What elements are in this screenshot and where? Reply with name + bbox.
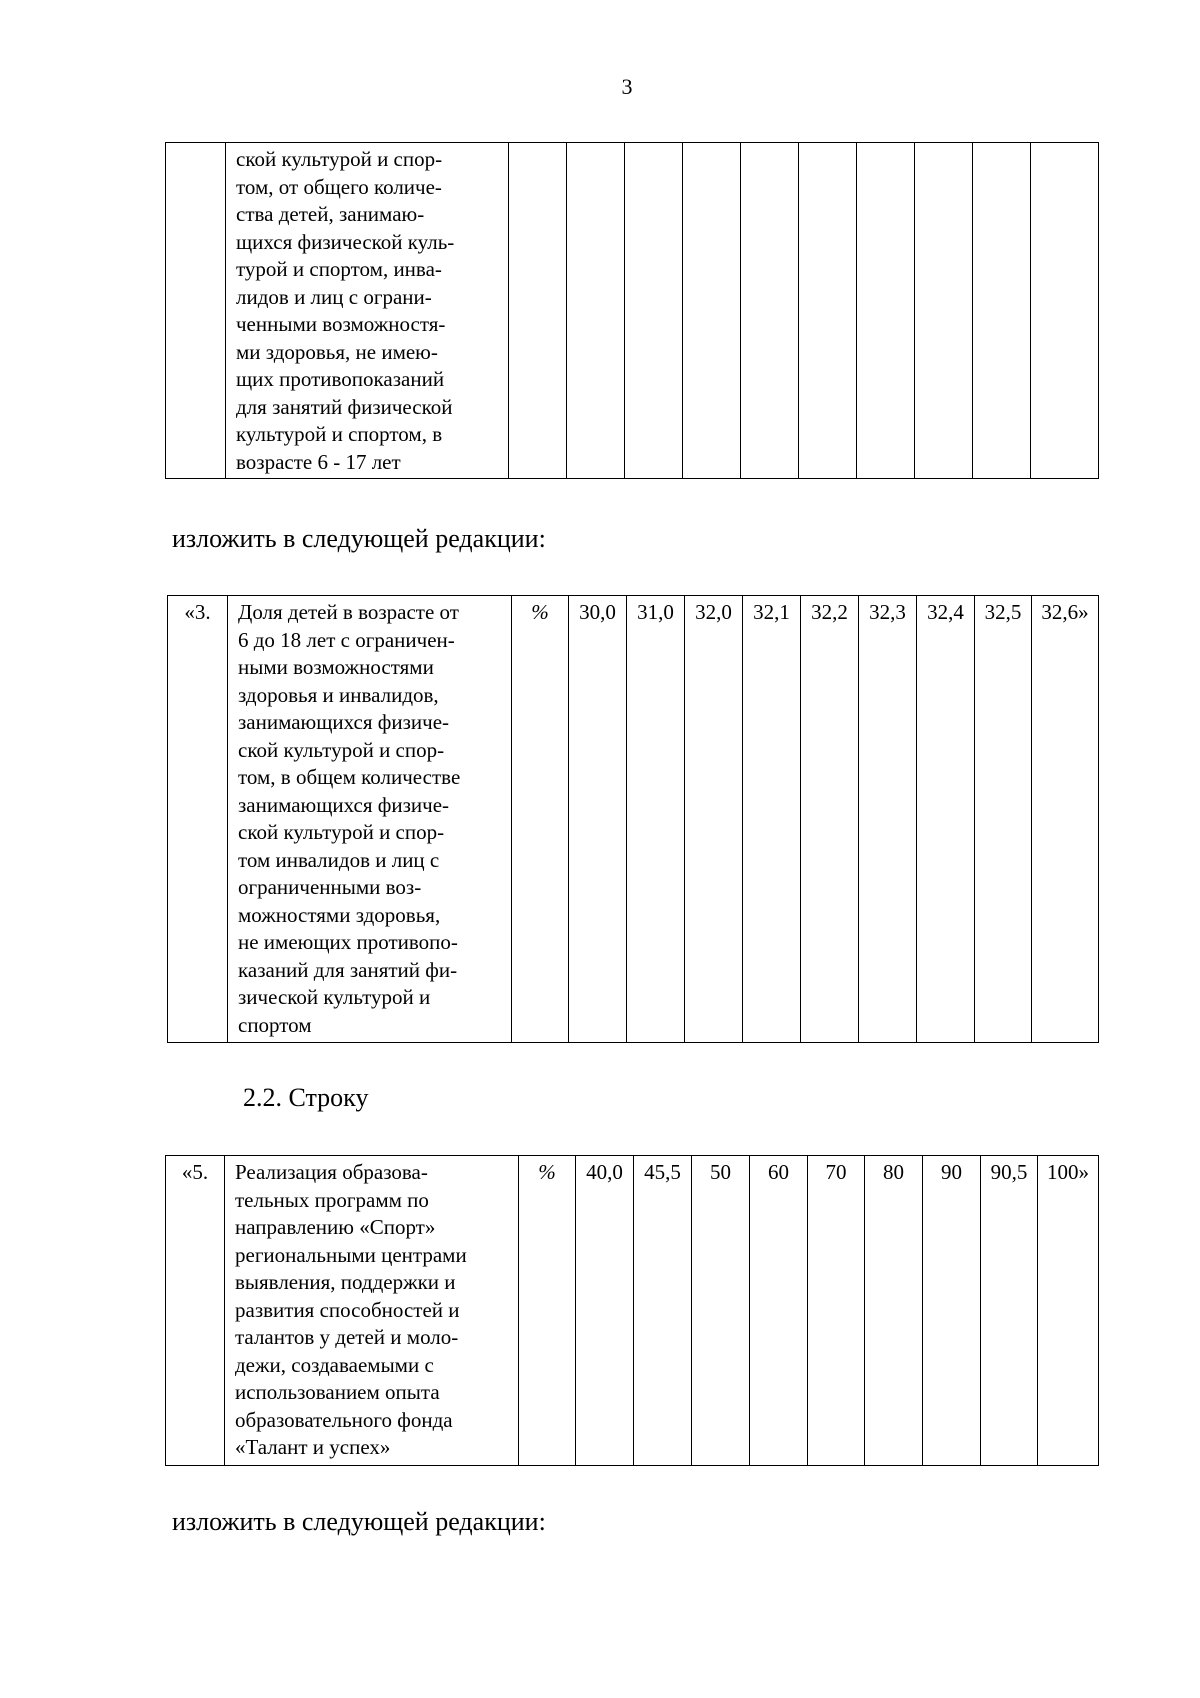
indicator-table-row-5 xyxy=(165,1155,1099,1466)
value-cell: 32,5 xyxy=(975,596,1032,1043)
description-line: возрасте 6 - 17 лет xyxy=(236,449,401,474)
value-cell xyxy=(1031,143,1099,479)
description-line: Доля детей в возрасте от xyxy=(238,600,459,624)
description-line: для занятий физической xyxy=(236,394,453,419)
value-cell xyxy=(799,143,857,479)
value-cell: 32,4 xyxy=(917,596,975,1043)
description-line: ными возможностями xyxy=(238,655,434,679)
unit-cell: % xyxy=(512,596,569,1043)
description-line: занимающихся физиче- xyxy=(238,710,450,734)
value-cell xyxy=(567,143,625,479)
value-cell: 30,0 xyxy=(569,596,627,1043)
description-line: ограниченными воз- xyxy=(238,875,422,899)
value-cell: 40,0 xyxy=(576,1156,634,1466)
description-line: лидов и лиц с ограни- xyxy=(236,284,432,309)
description-line: ской культурой и спор- xyxy=(236,147,443,171)
description-line: направлению «Спорт» xyxy=(235,1215,436,1239)
value-cell: 90,5 xyxy=(981,1156,1038,1466)
description-line: талантов у детей и моло- xyxy=(235,1325,459,1349)
paragraph-text: изложить в следующей редакции: xyxy=(172,524,546,553)
description-line: дежи, создаваемыми с xyxy=(235,1352,434,1377)
description-line: 6 до 18 лет с ограничен- xyxy=(238,627,455,652)
description-line: ской культурой и спор- xyxy=(238,737,445,762)
indicator-description-cell xyxy=(225,1156,519,1466)
value-cell xyxy=(683,143,741,479)
value-cell: 31,0 xyxy=(627,596,685,1043)
value-cell: 45,5 xyxy=(634,1156,692,1466)
description-line: зической культурой и xyxy=(238,985,431,1009)
description-line: региональными центрами xyxy=(235,1242,467,1267)
description-line: турой и спортом, инва- xyxy=(236,257,442,281)
description-line: ми здоровья, не имею- xyxy=(236,339,438,364)
row-number-cell: «3. xyxy=(168,596,228,1043)
description-line: том инвалидов и лиц с xyxy=(238,847,440,872)
description-line: развития способностей и xyxy=(235,1297,460,1322)
value-cell xyxy=(625,143,683,479)
description-line: щихся физической куль- xyxy=(236,229,455,254)
description-line: том, от общего количе- xyxy=(236,174,442,199)
indicator-description-cell xyxy=(228,596,512,1043)
unit-cell xyxy=(509,143,567,479)
description-line: том, в общем количестве xyxy=(238,765,461,789)
value-cell: 70 xyxy=(808,1156,865,1466)
table-row xyxy=(166,1156,1099,1466)
value-cell: 100» xyxy=(1038,1156,1099,1466)
value-cell xyxy=(741,143,799,479)
value-cell: 32,1 xyxy=(743,596,801,1043)
description-line: Реализация образова- xyxy=(235,1160,428,1184)
unit-cell: % xyxy=(519,1156,576,1466)
description-line: казаний для занятий фи- xyxy=(238,957,458,982)
description-line: спортом xyxy=(238,1012,312,1037)
description-line: образовательного фонда xyxy=(235,1407,453,1432)
description-line: щих противопоказаний xyxy=(236,367,445,391)
value-cell: 32,6» xyxy=(1032,596,1099,1043)
indicator-table-new-row-3 xyxy=(167,595,1099,1043)
description-line: использованием опыта xyxy=(235,1380,440,1404)
description-line: ченными возможностя- xyxy=(236,312,446,336)
description-line: можностями здоровья, xyxy=(238,902,441,927)
description-line: не имеющих противопо- xyxy=(238,930,458,954)
description-line: выявления, поддержки и xyxy=(235,1270,456,1294)
indicator-table-continuation xyxy=(165,142,1099,479)
value-cell: 32,3 xyxy=(859,596,917,1043)
paragraph-text: изложить в следующей редакции: xyxy=(172,1507,546,1536)
description-line: ской культурой и спор- xyxy=(238,820,445,844)
row-number-cell xyxy=(166,143,226,479)
value-cell: 80 xyxy=(865,1156,923,1466)
paragraph-text: 2.2. Строку xyxy=(243,1083,369,1112)
value-cell xyxy=(857,143,915,479)
value-cell: 50 xyxy=(692,1156,750,1466)
table-row xyxy=(166,143,1099,479)
description-line: здоровья и инвалидов, xyxy=(238,682,439,707)
value-cell: 60 xyxy=(750,1156,808,1466)
description-line: тельных программ по xyxy=(235,1187,429,1212)
value-cell xyxy=(915,143,973,479)
value-cell xyxy=(973,143,1031,479)
description-line: культурой и спортом, в xyxy=(236,422,443,446)
value-cell: 32,0 xyxy=(685,596,743,1043)
description-line: ства детей, занимаю- xyxy=(236,202,425,226)
table-row xyxy=(168,596,1099,1043)
description-line: занимающихся физиче- xyxy=(238,792,450,817)
indicator-description-cell xyxy=(226,143,509,479)
description-line: «Талант и успех» xyxy=(235,1435,391,1459)
row-number-cell: «5. xyxy=(166,1156,225,1466)
value-cell: 32,2 xyxy=(801,596,859,1043)
page-number: 3 xyxy=(621,74,633,99)
value-cell: 90 xyxy=(923,1156,981,1466)
